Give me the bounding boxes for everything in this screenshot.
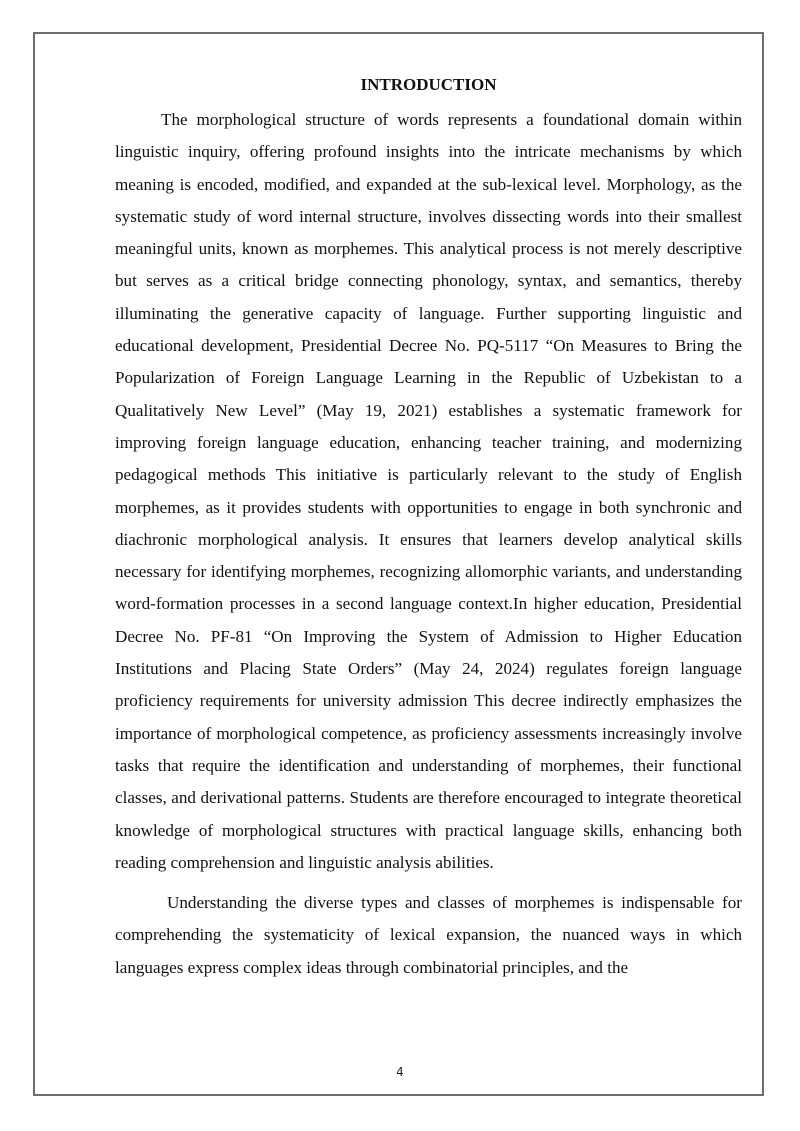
document-body [115,73,742,984]
paragraph-2: Understanding the diverse types and classes of morphemes is indispensable for comprehending the systematicity of lexical expansion, the nuanced ways in which languages express complex ideas through combinatorial principles, and the [115,893,742,977]
page-number: 4 [396,1065,404,1079]
section-title: INTRODUCTION [360,75,497,94]
paragraph-1: The morphological structure of words represents a foundational domain within linguistic inquiry, offering profound insights into the intricate mechanisms by which meaning is encoded, modified, and expanded at the sub-lexical level. Morphology, as the systematic study of word internal structure, involves dissecting words into their smallest meaningful units, known as morphemes. This analytical process is not merely descriptive but serves as a critical bridge connecting phonology, syntax, and semantics, thereby illuminating the generative capacity of language. Further supporting linguistic and educational development, Presidential Decree No. PQ-5117 “On Measures to Bring the Popularization of Foreign Language Learning in the Republic of Uzbekistan to a Qualitatively New Level” (May 19, 2021) establishes a systematic framework for improving foreign language education, enhancing teacher training, and modernizing pedagogical methods This initiative is particularly relevant to the study of English morphemes, as it provides students with opportunities to engage in both synchronic and diachronic morphological analysis. It ensures that learners develop analytical skills necessary for identifying morphemes, recognizing allomorphic variants, and understanding word-formation processes in a second language context.In higher education, Presidential Decree No. PF-81 “On Improving the System of Admission to Higher Education Institutions and Placing State Orders” (May 24, 2024) regulates foreign language proficiency requirements for university admission This decree indirectly emphasizes the importance of morphological competence, as proficiency assessments increasingly involve tasks that require the identification and understanding of morphemes, their functional classes, and derivational patterns. Students are therefore encouraged to integrate theoretical knowledge of morphological structures with practical language skills, enhancing both reading comprehension and linguistic analysis abilities. [115,110,742,872]
